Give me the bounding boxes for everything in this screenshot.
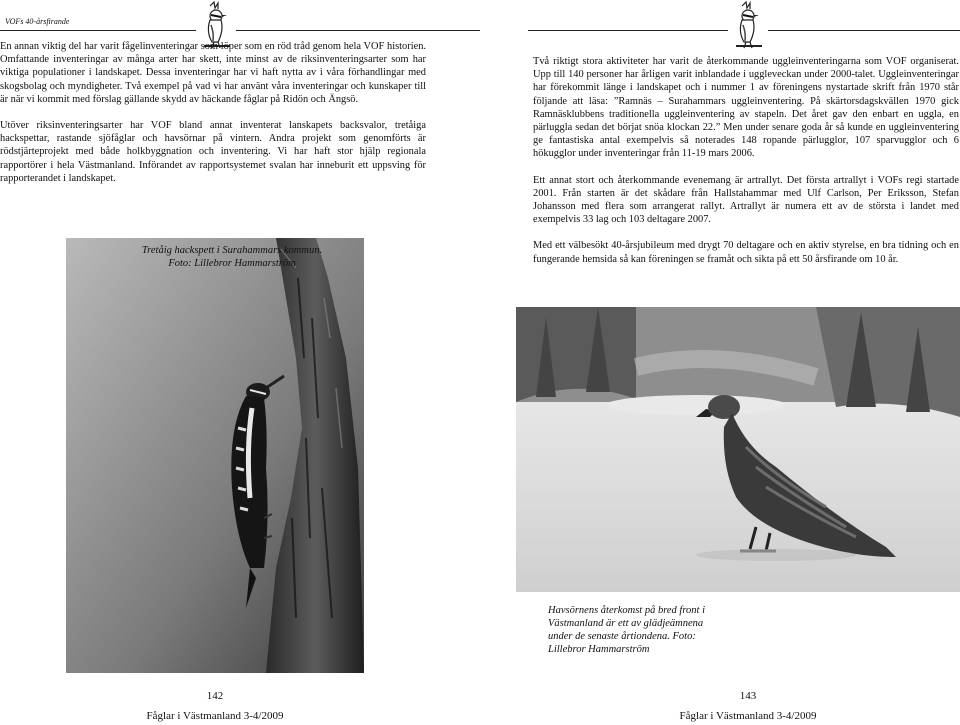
- footer: Fåglar i Västmanland 3-4/2009: [146, 710, 284, 722]
- paragraph: Två riktigt stora aktiviteter har varit de återkommande uggleinventeringarna som VOF organiserat. Upp till 140 personer har årligen varit inblandade i uggleveckan under 2000-talet. Uggleinventeringar har förekommit länge i landskapet och i nummer 1 av föreningens nystartade skrift från 1970 står följande att läsa: ”Ramnäs – Surahammars uggleinventering. På skärtorsdagskvällen 1970 gick Ramnäsklubbens traditionella uggleinventering av stapeln. Det året gav den enbart en uggla, en pärluggla sedan det börjat snöa klockan 22.” Men under senare goda år så kunde en uggleinventering ge fantastiska antal exempelvis så noterades 148 ropande pärlugglor, 107 sparvugglor och 6 hökugglor under inventeringar från 11-19 mars 2006.: [533, 56, 959, 160]
- paragraph: Med ett välbesökt 40-årsjubileum med drygt 70 deltagare och en aktiv styrelse, en bra tidning och en fungerande hemsida så kan föreningen se framåt och sikta på ett 50 årsfirande om 10 år.: [533, 240, 959, 265]
- page-number: 143: [739, 690, 757, 702]
- woodpecker-photo: [66, 238, 364, 673]
- left-photo-caption: Tretåig hackspett i Surahammars kommun. Foto: Lillebror Hammarström: [141, 245, 323, 269]
- right-page: [480, 0, 960, 725]
- paragraph: Ett annat stort och återkommande evenemang är artrallyt. Det första artrallyt i VOFs regi startade 2001. Från starten är det skådare från Hallstahammar med Ulf Carlson, Per Eriksson, Stefan Johansson med flera som arrangerat rallyt. Artrallyt är numera ett av de största i landet med exempelvis 33 lag och 103 deltagare 2007.: [533, 174, 959, 226]
- running-head: VOFs 40-årsfirande: [5, 17, 70, 26]
- right-photo-caption: Havsörnens återkomst på bred front i Västmanland är ett av glädjeämnena under de senaste årtiondena. Foto: Lillebror Hammarström: [548, 605, 706, 655]
- footer: Fåglar i Västmanland 3-4/2009: [679, 710, 817, 722]
- header-rule-right: [768, 30, 960, 31]
- header-rule-left: [0, 30, 196, 31]
- page-number: 142: [206, 690, 224, 702]
- left-body-text: [0, 40, 426, 198]
- sea-eagle-photo: [516, 307, 960, 592]
- paragraph: En annan viktig del har varit fågelinventeringar som löper som en röd tråd genom hela VOF historien. Omfattande inventeringar av många arter har skett, inte minst av de riksinventeringsarter som har viktiga populationer i landskapet. Dessa inventeringar har vi haft nytta av i våra förhandlingar med skogsbolag och myndigheter. Två exempel på vad vi har använt våra inventeringar och kunskaper till är när vi kommit med förslag gällande skydd av häckande fåglar på Ridön och Ängsö.: [0, 41, 426, 105]
- bird-logo-icon: [728, 0, 768, 50]
- header-rule-left: [528, 30, 728, 31]
- paragraph: Utöver riksinventeringsarter har VOF bland annat inventerat lanskapets backsvalor, tretåiga hackspettar, rastande sjöfåglar och havsörnar på vintern. Andra projekt som genomförts är rödstjärteprojekt med både holkbyggnation och inventering. Vi har haft stor hjälp regionala rapportörer i hela Västmanland. Införandet av rapportsystemet svalan har inneburit ett uppsving för rapporterandet i landskapet.: [0, 120, 426, 184]
- header-rule-right: [236, 30, 480, 31]
- right-body-text: [533, 55, 959, 279]
